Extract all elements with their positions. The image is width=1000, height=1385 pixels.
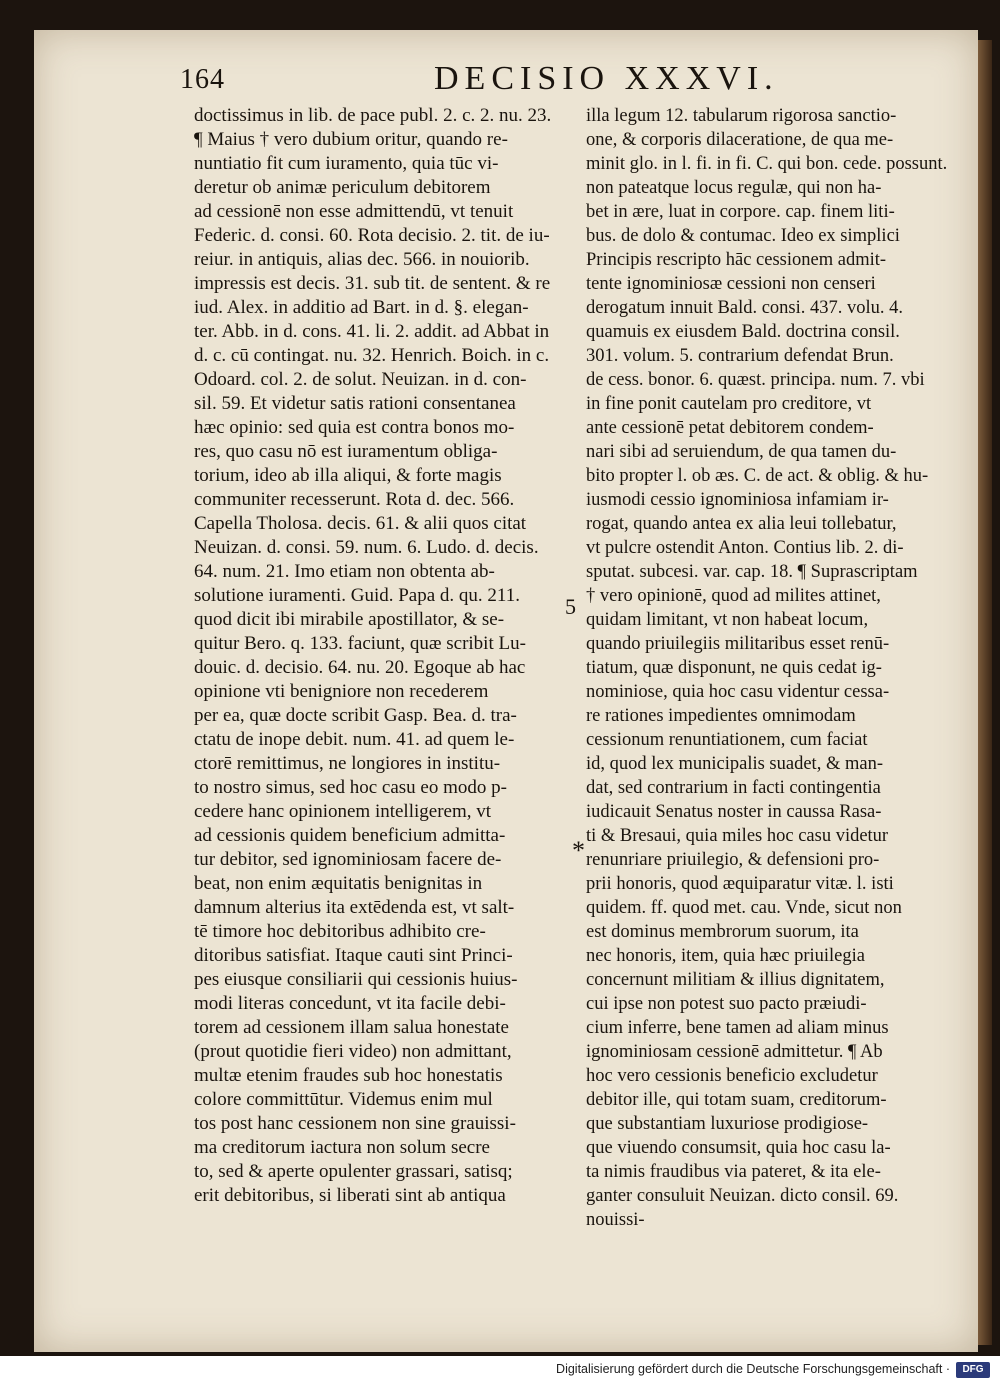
text-line: tiatum, quæ disponunt, ne quis cedat ig- [586, 658, 882, 678]
text-line: ti & Bresaui, quia miles hoc casu videtur [586, 826, 889, 846]
text-line: damnum alterius ita extēdenda est, vt salt- [194, 897, 515, 918]
text-line: non pateatque locus regulæ, qui non ha- [586, 178, 882, 198]
text-line: iudicauit Senatus noster in caussa Rasa- [586, 802, 882, 822]
text-line: tente ignominiosæ cessioni non censeri [586, 274, 876, 294]
text-line: res, quo casu nō est iuramentum obliga- [194, 441, 498, 462]
text-line: quitur Bero. q. 133. faciunt, quæ scribit Lu- [194, 633, 526, 654]
text-line: que substantiam luxuriose prodigiose- [586, 1114, 869, 1134]
text-line: Neuizan. d. consi. 59. num. 6. Ludo. d. decis. [194, 537, 539, 558]
margin-number-marker: 5 [565, 594, 576, 619]
text-line: one, & corporis dilaceratione, de qua me- [586, 130, 894, 150]
text-line: ante cessionē petat debitorem condem- [586, 418, 874, 438]
text-line: communiter recesserunt. Rota d. dec. 566. [194, 489, 515, 510]
text-line: iusmodi cessio ignominiosa infamiam ir- [586, 490, 889, 510]
text-line: ta nimis fraudibus via pateret, & ita ele- [586, 1162, 881, 1182]
text-line: nari sibi ad seruiendum, de qua tamen du- [586, 442, 897, 462]
text-line: ditoribus satisfiat. Itaque cauti sint Princi- [194, 945, 513, 966]
text-line: 64. num. 21. Imo etiam non obtenta ab- [194, 561, 495, 582]
text-line: torium, ideo ab illa aliqui, & forte magis [194, 465, 502, 486]
text-line: erit debitoribus, si liberati sint ab antiqua [194, 1185, 506, 1206]
text-line: derogatum innuit Bald. consi. 437. volu. 4. [586, 298, 904, 318]
text-line: to, sed & aperte opulenter grassari, satisq; [194, 1161, 513, 1182]
footer-credit-text: Digitalisierung gefördert durch die Deutsche Forschungsgemeinschaft · [556, 1362, 950, 1376]
text-line: ad cessionē non esse admittendū, vt tenuit [194, 201, 514, 222]
text-line: quidem. ff. quod met. cau. Vnde, sicut non [586, 898, 902, 918]
text-line: reiur. in antiquis, alias dec. 566. in nouiorib. [194, 249, 530, 270]
text-line: sputat. subcesi. var. cap. 18. ¶ Suprascriptam [586, 562, 918, 582]
text-line: bus. de dolo & contumac. Ideo ex simplici [586, 226, 900, 246]
right-text-column [586, 104, 958, 1232]
text-line: est dominus membrorum suorum, ita [586, 922, 859, 942]
text-line: tos post hanc cessionem non sine grauissi- [194, 1113, 516, 1134]
text-line: cium inferre, bene tamen ad aliam minus [586, 1018, 889, 1038]
text-line: nuntiatio fit cum iuramento, quia tūc vi- [194, 153, 499, 174]
margin-asterisk-marker: * [572, 836, 585, 865]
text-line: ma creditorum iactura non solum secre [194, 1137, 490, 1158]
text-line: quod dicit ibi mirabile apostillator, & se- [194, 609, 505, 630]
text-line: tur debitor, sed ignominiosam facere de- [194, 849, 502, 870]
text-line: impressis est decis. 31. sub tit. de sentent. & re [194, 273, 551, 294]
text-line: ignominiosam cessionē admittetur. ¶ Ab [586, 1042, 883, 1062]
text-line: per ea, quæ docte scribit Gasp. Bea. d. tra- [194, 705, 517, 726]
text-line: quamuis ex eiusdem Bald. doctrina consil. [586, 322, 900, 342]
left-text-column [194, 104, 594, 1208]
text-line: nouissi- [586, 1210, 645, 1230]
text-line: doctissimus in lib. de pace publ. 2. c. 2. nu. 23. [194, 105, 552, 126]
text-line: beat, non enim æquitatis benignitas in [194, 873, 483, 894]
folio-number: 164 [180, 64, 225, 95]
text-line: ter. Abb. in d. cons. 41. li. 2. addit. ad Abbat in [194, 321, 550, 342]
text-line: ganter consuluit Neuizan. dicto consil. 69. [586, 1186, 899, 1206]
text-line: concernunt militiam & illius dignitatem, [586, 970, 885, 990]
text-line: modi literas concedunt, vt ita facile debi- [194, 993, 506, 1014]
text-line: tē timore hoc debitoribus adhibito cre- [194, 921, 486, 942]
text-line: que viuendo consumsit, quia hoc casu la- [586, 1138, 891, 1158]
text-line: hæc opinio: sed quia est contra bonos mo- [194, 417, 515, 438]
text-line: re rationes impedientes omnimodam [586, 706, 856, 726]
text-line: sil. 59. Et videtur satis rationi consentanea [194, 393, 516, 414]
text-line: colore committūtur. Videmus enim mul [194, 1089, 493, 1110]
text-line: Odoard. col. 2. de solut. Neuizan. in d. con- [194, 369, 527, 390]
text-line: Capella Tholosa. decis. 61. & alii quos citat [194, 513, 527, 534]
text-line: bet in ære, luat in corpore. cap. finem liti- [586, 202, 895, 222]
text-line: renunriare priuilegio, & defensioni pro- [586, 850, 880, 870]
text-line: hoc vero cessionis beneficio excludetur [586, 1066, 878, 1086]
text-line: minit glo. in l. fi. in fi. C. qui bon. cede. possunt. [586, 154, 948, 174]
text-line: 301. volum. 5. contrarium defendat Brun. [586, 346, 894, 366]
text-line: Federic. d. consi. 60. Rota decisio. 2. tit. de iu- [194, 225, 550, 246]
text-line: ctorē remittimus, ne longiores in institu- [194, 753, 501, 774]
text-line: bito propter l. ob æs. C. de act. & oblig. & hu- [586, 466, 929, 486]
text-line: quidam limitant, vt non habeat locum, [586, 610, 869, 630]
text-line: in fine ponit cautelam pro creditore, vt [586, 394, 872, 414]
text-line: ¶ Maius † vero dubium oritur, quando re- [194, 129, 508, 150]
text-line: pes eiusque consiliarii qui cessionis huius- [194, 969, 518, 990]
text-line: nominiose, quia hoc casu videntur cessa- [586, 682, 890, 702]
text-line: illa legum 12. tabularum rigorosa sanctio- [586, 106, 897, 126]
text-line: multæ etenim fraudes sub hoc honestatis [194, 1065, 503, 1086]
text-line: (prout quotidie fieri video) non admittant, [194, 1041, 512, 1062]
text-line: ctatu de inope debit. num. 41. ad quem le- [194, 729, 515, 750]
text-line: opinione vti benigniore non recederem [194, 681, 489, 702]
text-line: torem ad cessionem illam salua honestate [194, 1017, 509, 1038]
text-line: nec honoris, item, quia hæc priuilegia [586, 946, 865, 966]
text-line: Principis rescripto hāc cessionem admit- [586, 250, 887, 270]
dfg-logo: DFG [956, 1362, 990, 1378]
text-line: iud. Alex. in additio ad Bart. in d. §. elegan- [194, 297, 529, 318]
text-line: solutione iuramenti. Guid. Papa d. qu. 211. [194, 585, 520, 606]
text-line: to nostro simus, sed hoc casu eo modo p- [194, 777, 507, 798]
page-header [56, 60, 956, 104]
running-title: DECISIO XXXVI. [434, 60, 779, 97]
text-line: ad cessionis quidem beneficium admitta- [194, 825, 506, 846]
text-line: cui ipse non potest suo pacto præiudi- [586, 994, 867, 1014]
text-line: de cess. bonor. 6. quæst. principa. num. 7. vbi [586, 370, 925, 390]
text-line: quando priuilegiis militaribus esset renū- [586, 634, 890, 654]
text-line: douic. d. decisio. 64. nu. 20. Egoque ab hac [194, 657, 526, 678]
text-line: cessionum renuntiationem, cum faciat [586, 730, 868, 750]
text-line: † vero opinionē, quod ad milites attinet, [586, 586, 881, 606]
text-line: prii honoris, quod æquiparatur vitæ. l. isti [586, 874, 894, 894]
text-line: deretur ob animæ periculum debitorem [194, 177, 491, 198]
text-line: vt pulcre ostendit Anton. Contius lib. 2. di- [586, 538, 904, 558]
text-line: rogat, quando antea ex alia leui tollebatur, [586, 514, 897, 534]
text-line: debitor ille, qui totam suam, creditorum- [586, 1090, 887, 1110]
text-line: cedere hanc opinionem intelligerem, vt [194, 801, 492, 822]
text-line: dat, sed contrarium in facti contingentia [586, 778, 881, 798]
digitization-footer [0, 1356, 1000, 1385]
book-edge [978, 40, 992, 1345]
text-line: id, quod lex municipalis suadet, & man- [586, 754, 883, 774]
text-line: d. c. cū contingat. nu. 32. Henrich. Boich. in c. [194, 345, 550, 366]
